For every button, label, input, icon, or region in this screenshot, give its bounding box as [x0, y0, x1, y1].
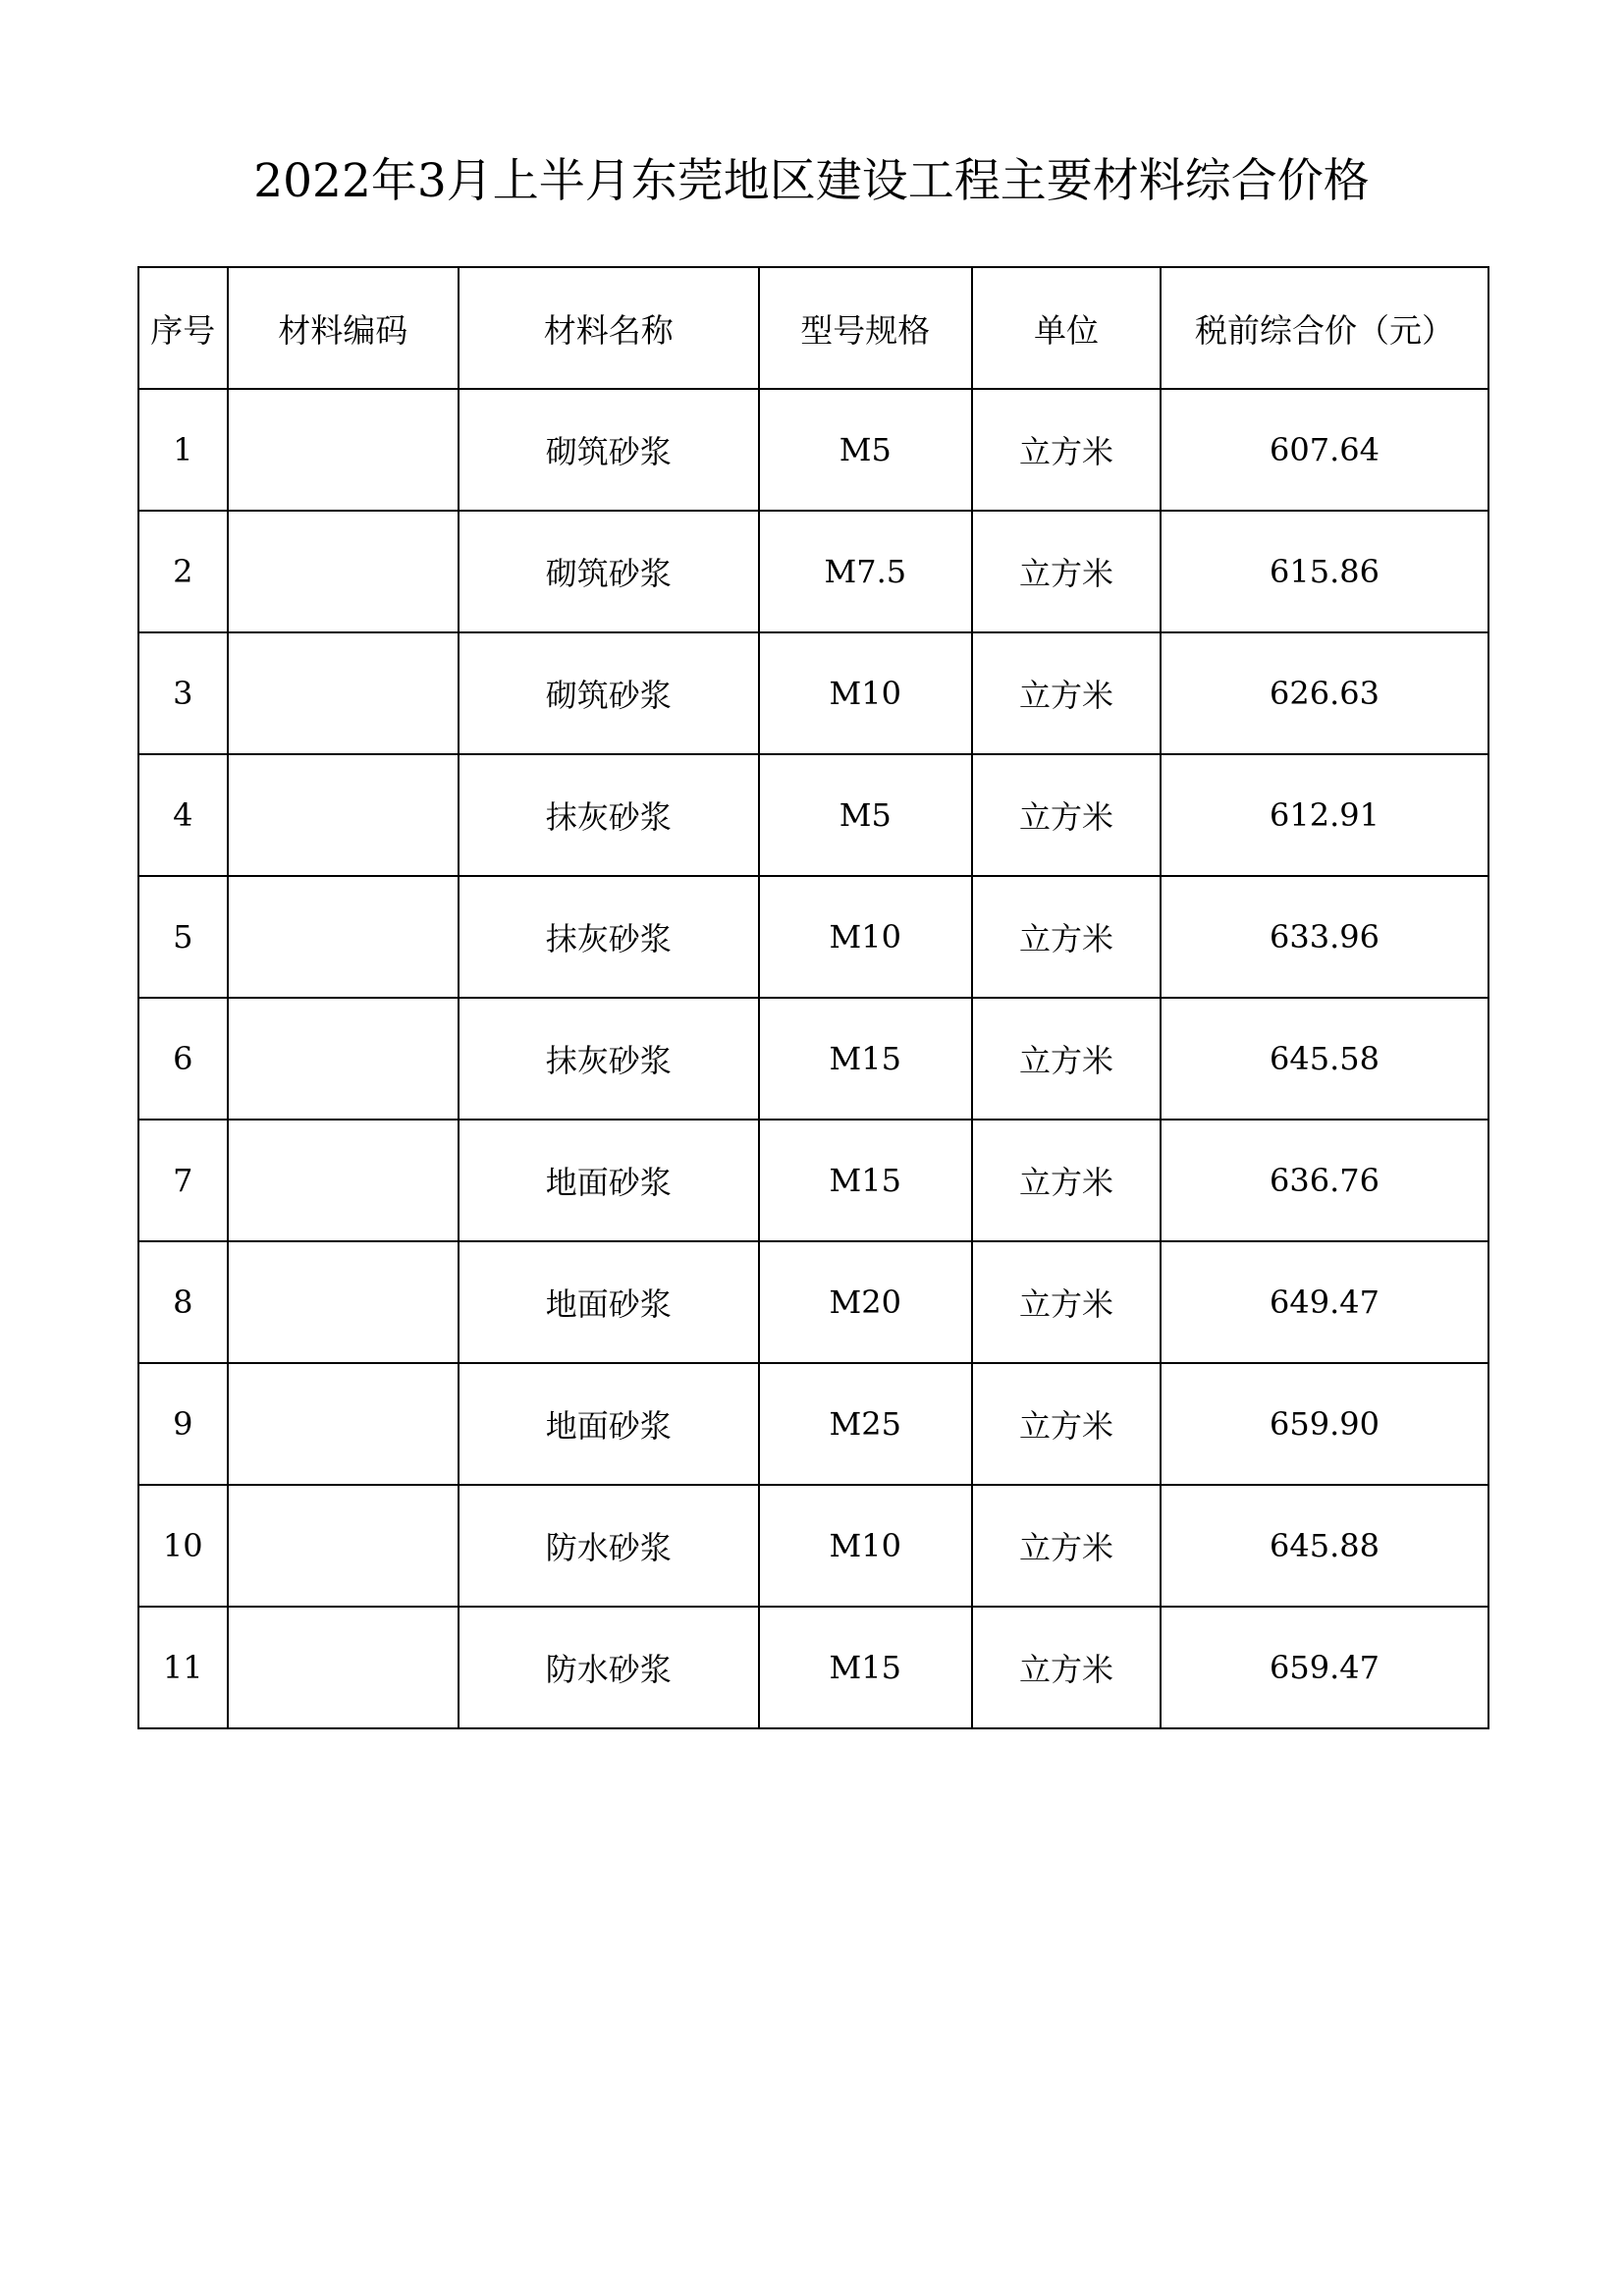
cell-code — [228, 1607, 459, 1728]
cell-price: 626.63 — [1161, 632, 1488, 754]
table-row — [138, 1607, 1488, 1728]
table-header — [138, 267, 1488, 389]
cell-seq: 11 — [138, 1607, 228, 1728]
cell-unit: 立方米 — [972, 389, 1161, 511]
cell-name: 地面砂浆 — [459, 1363, 759, 1485]
cell-seq: 3 — [138, 632, 228, 754]
table-row — [138, 1241, 1488, 1363]
cell-price: 615.86 — [1161, 511, 1488, 632]
cell-seq: 6 — [138, 998, 228, 1120]
cell-spec: M5 — [759, 389, 972, 511]
cell-name: 地面砂浆 — [459, 1120, 759, 1241]
header-name: 材料名称 — [459, 267, 759, 389]
cell-unit: 立方米 — [972, 1120, 1161, 1241]
cell-seq: 1 — [138, 389, 228, 511]
table-row — [138, 1120, 1488, 1241]
table-row — [138, 389, 1488, 511]
cell-name: 抹灰砂浆 — [459, 876, 759, 998]
header-unit: 单位 — [972, 267, 1161, 389]
cell-seq: 2 — [138, 511, 228, 632]
cell-code — [228, 998, 459, 1120]
cell-spec: M15 — [759, 998, 972, 1120]
cell-name: 地面砂浆 — [459, 1241, 759, 1363]
cell-unit: 立方米 — [972, 511, 1161, 632]
header-spec: 型号规格 — [759, 267, 972, 389]
cell-price: 636.76 — [1161, 1120, 1488, 1241]
cell-name: 砌筑砂浆 — [459, 632, 759, 754]
header-row — [138, 267, 1488, 389]
table-row — [138, 1363, 1488, 1485]
cell-code — [228, 1485, 459, 1607]
cell-unit: 立方米 — [972, 876, 1161, 998]
table-row — [138, 632, 1488, 754]
cell-seq: 5 — [138, 876, 228, 998]
cell-code — [228, 389, 459, 511]
cell-code — [228, 632, 459, 754]
cell-code — [228, 1120, 459, 1241]
cell-price: 612.91 — [1161, 754, 1488, 876]
cell-spec: M25 — [759, 1363, 972, 1485]
cell-name: 砌筑砂浆 — [459, 389, 759, 511]
table-row — [138, 511, 1488, 632]
header-price: 税前综合价（元） — [1161, 267, 1488, 389]
cell-code — [228, 511, 459, 632]
cell-unit: 立方米 — [972, 632, 1161, 754]
cell-unit: 立方米 — [972, 1363, 1161, 1485]
cell-code — [228, 1363, 459, 1485]
cell-price: 659.47 — [1161, 1607, 1488, 1728]
cell-seq: 9 — [138, 1363, 228, 1485]
cell-unit: 立方米 — [972, 1607, 1161, 1728]
cell-spec: M10 — [759, 632, 972, 754]
cell-unit: 立方米 — [972, 754, 1161, 876]
cell-price: 659.90 — [1161, 1363, 1488, 1485]
cell-spec: M15 — [759, 1120, 972, 1241]
cell-name: 砌筑砂浆 — [459, 511, 759, 632]
cell-code — [228, 876, 459, 998]
cell-spec: M10 — [759, 876, 972, 998]
cell-name: 防水砂浆 — [459, 1607, 759, 1728]
cell-price: 633.96 — [1161, 876, 1488, 998]
cell-spec: M7.5 — [759, 511, 972, 632]
cell-price: 645.88 — [1161, 1485, 1488, 1607]
cell-name: 抹灰砂浆 — [459, 754, 759, 876]
table-row — [138, 754, 1488, 876]
cell-seq: 10 — [138, 1485, 228, 1607]
header-code: 材料编码 — [228, 267, 459, 389]
cell-spec: M5 — [759, 754, 972, 876]
cell-spec: M20 — [759, 1241, 972, 1363]
cell-seq: 7 — [138, 1120, 228, 1241]
cell-unit: 立方米 — [972, 1485, 1161, 1607]
cell-price: 645.58 — [1161, 998, 1488, 1120]
cell-unit: 立方米 — [972, 1241, 1161, 1363]
cell-code — [228, 1241, 459, 1363]
price-table — [137, 266, 1489, 1729]
table-row — [138, 876, 1488, 998]
table-row — [138, 998, 1488, 1120]
cell-price: 649.47 — [1161, 1241, 1488, 1363]
table-body — [138, 389, 1488, 1728]
table-row — [138, 1485, 1488, 1607]
cell-spec: M15 — [759, 1607, 972, 1728]
cell-unit: 立方米 — [972, 998, 1161, 1120]
cell-code — [228, 754, 459, 876]
header-seq: 序号 — [138, 267, 228, 389]
cell-name: 抹灰砂浆 — [459, 998, 759, 1120]
cell-seq: 4 — [138, 754, 228, 876]
cell-price: 607.64 — [1161, 389, 1488, 511]
cell-spec: M10 — [759, 1485, 972, 1607]
cell-seq: 8 — [138, 1241, 228, 1363]
page-title: 2022年3月上半月东莞地区建设工程主要材料综合价格 — [253, 154, 1370, 208]
cell-name: 防水砂浆 — [459, 1485, 759, 1607]
